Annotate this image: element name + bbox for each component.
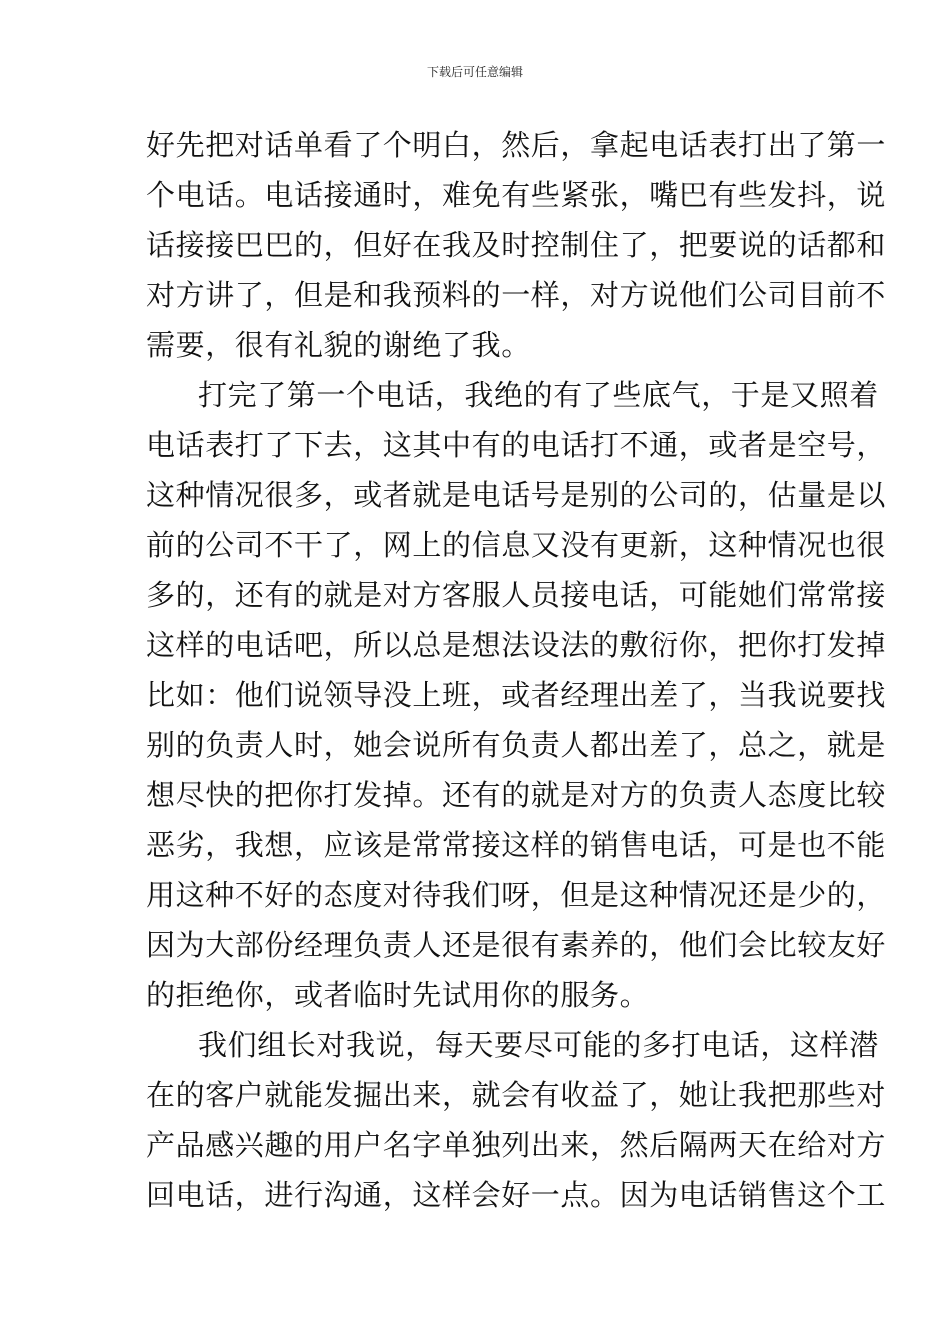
text-line: 的拒绝你，或者临时先试用你的服务。 [146, 978, 650, 1012]
text-line: 话接接巴巴的，但好在我及时控制住了，把要说的话都和 [146, 228, 887, 262]
text-line: 回电话，进行沟通，这样会好一点。因为电话销售这个工 [146, 1178, 887, 1212]
text-line: 这样的电话吧，所以总是想法设法的敷衍你，把你打发掉 [146, 628, 887, 662]
text-line: 想尽快的把你打发掉。还有的就是对方的负责人态度比较 [146, 778, 887, 812]
paragraph-first-line: 打完了第一个电话，我绝的有了些底气，于是又照着 [198, 378, 879, 412]
text-line: 个电话。电话接通时，难免有些紧张，嘴巴有些发抖，说 [146, 178, 887, 212]
paragraph-first-line: 我们组长对我说，每天要尽可能的多打电话，这样潜 [198, 1028, 879, 1062]
document-body [146, 120, 887, 1220]
text-line: 前的公司不干了，网上的信息又没有更新，这种情况也很 [146, 528, 887, 562]
text-line: 恶劣，我想，应该是常常接这样的销售电话，可是也不能 [146, 828, 887, 862]
text-line: 对方讲了，但是和我预料的一样，对方说他们公司目前不 [146, 278, 887, 312]
text-line: 这种情况很多，或者就是电话号是别的公司的，估量是以 [146, 478, 887, 512]
text-line: 因为大部份经理负责人还是很有素养的，他们会比较友好 [146, 928, 887, 962]
text-line: 在的客户就能发掘出来，就会有收益了，她让我把那些对 [146, 1078, 887, 1112]
text-line: 好先把对话单看了个明白，然后，拿起电话表打出了第一 [146, 128, 887, 162]
text-line: 多的，还有的就是对方客服人员接电话，可能她们常常接 [146, 578, 887, 612]
text-line: 电话表打了下去，这其中有的电话打不通，或者是空号， [146, 428, 887, 462]
text-line: 别的负责人时，她会说所有负责人都出差了，总之，就是 [146, 728, 887, 762]
text-line: 需要，很有礼貌的谢绝了我。 [146, 328, 531, 362]
text-line: 用这种不好的态度对待我们呀，但是这种情况还是少的， [146, 878, 887, 912]
page-header: 下载后可任意编辑 [426, 65, 523, 79]
text-line: 产品感兴趣的用户名字单独列出来，然后隔两天在给对方 [146, 1128, 887, 1162]
text-line: 比如：他们说领导没上班，或者经理出差了，当我说要找 [146, 678, 887, 712]
